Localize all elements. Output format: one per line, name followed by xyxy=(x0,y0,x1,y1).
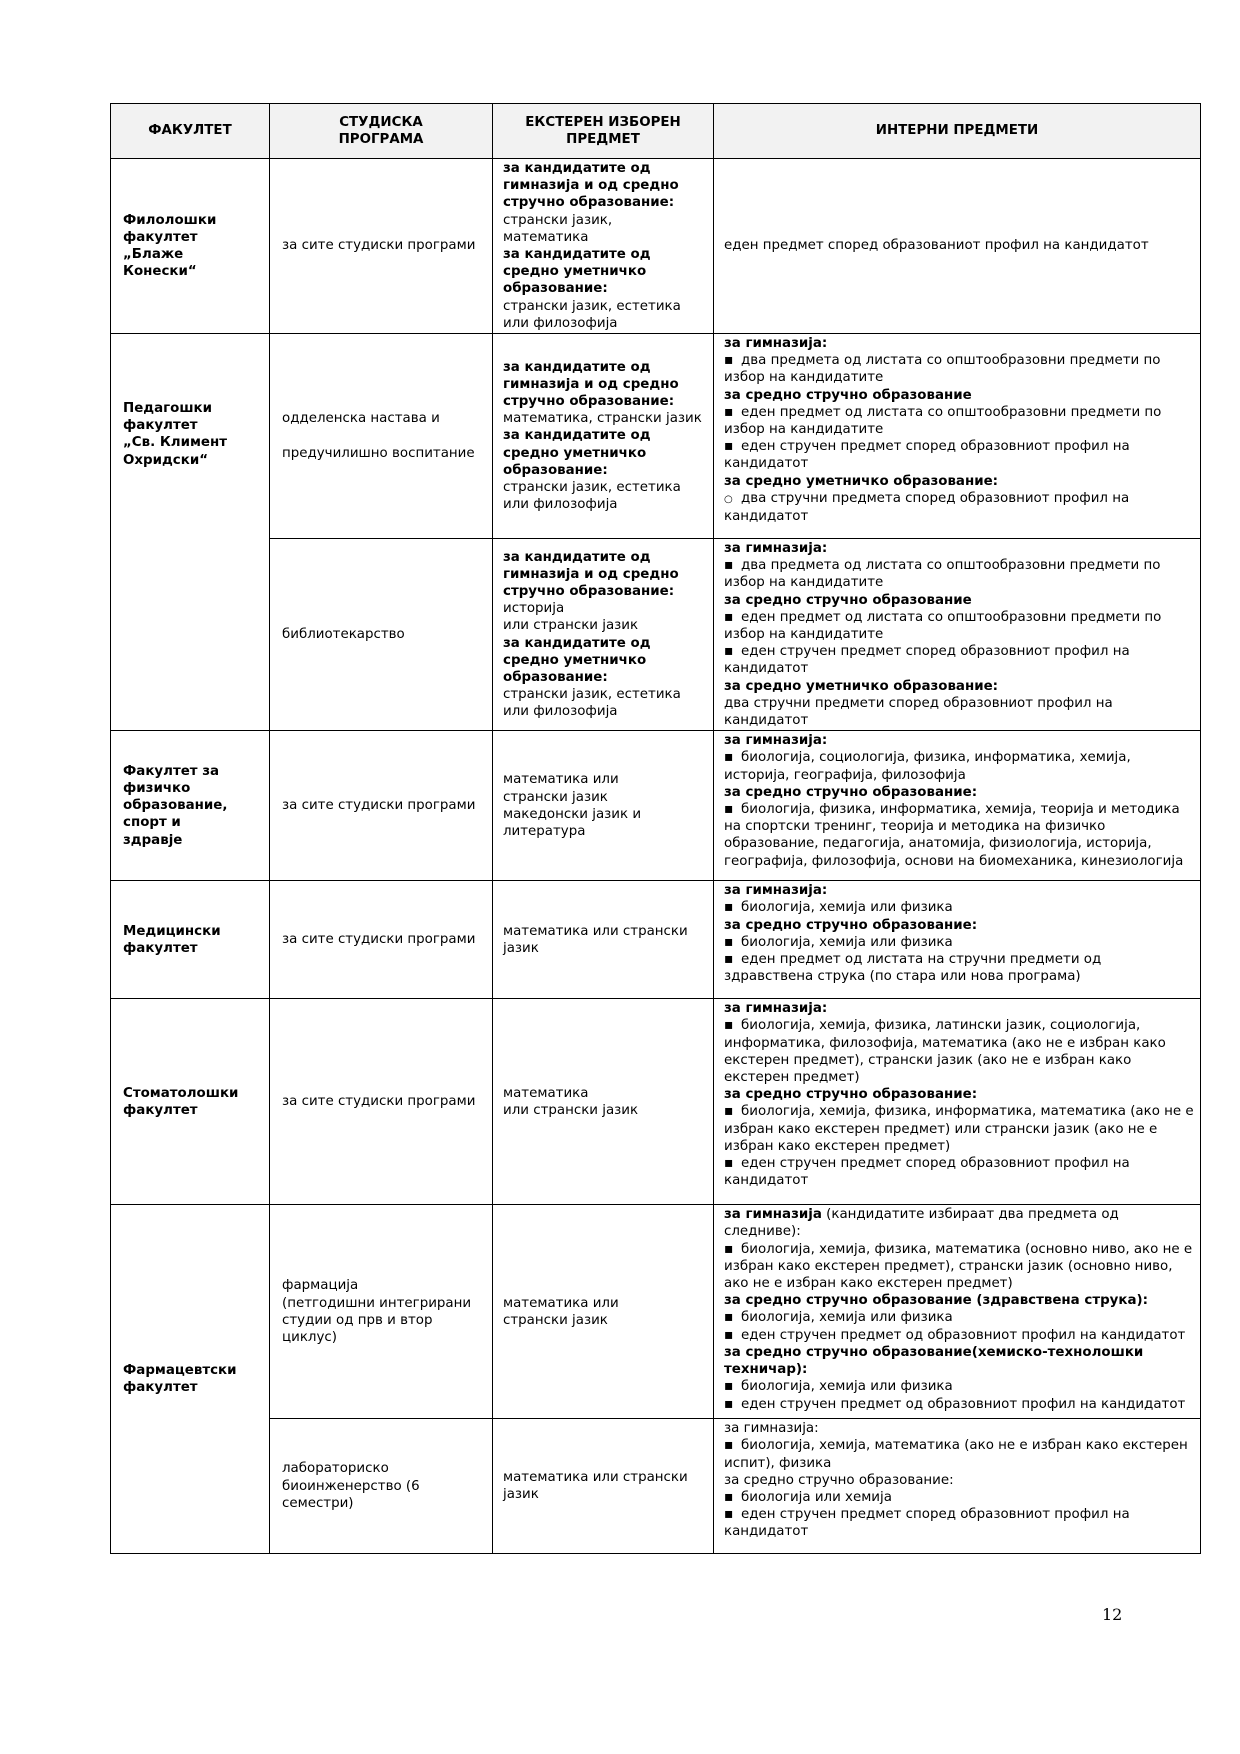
table-row xyxy=(111,731,1201,881)
list-item: ▪ биологија, хемија или физика xyxy=(724,1378,1194,1395)
list-item: математика или xyxy=(503,1295,619,1311)
list-item: математика xyxy=(503,1085,589,1101)
list-item: еден предмет според образованиот профил на кандидатот xyxy=(724,238,1149,254)
faculty-cell: Факултет за физичко образование, спорт и здравје xyxy=(111,731,270,881)
internal-subjects-cell xyxy=(714,1205,1201,1419)
list-item: за гимназија: xyxy=(724,1421,819,1437)
list-item: ▪ биологија, хемија, математика (ако не е избран како екстерен испит), физика xyxy=(724,1437,1194,1471)
page-number: 12 xyxy=(1102,1605,1123,1624)
list-item: математика или странски јазик xyxy=(503,1470,688,1503)
header-faculty: ФАКУЛТЕТ xyxy=(111,104,270,159)
list-item: за кандидатите од средно уметничко образование: xyxy=(503,428,651,478)
list-item: ▪ два предмета од листата со општообразовни предмети по избор на кандидатите xyxy=(724,352,1194,386)
internal-subjects-cell xyxy=(714,999,1201,1205)
list-item: за средно стручно образование: xyxy=(724,1472,954,1488)
program-cell: одделенска настава и предучилишно воспитание xyxy=(270,334,493,539)
section-heading: за средно стручно образование: xyxy=(724,784,978,800)
list-item: за кандидатите од средно уметничко образование: xyxy=(503,247,651,297)
external-subject-cell xyxy=(493,539,714,731)
list-item: ▪ два предмета од листата со општообразовни предмети по избор на кандидатите xyxy=(724,557,1194,591)
section-heading: за гимназија: xyxy=(724,541,828,557)
internal-subjects-cell xyxy=(714,1419,1201,1554)
list-item: ▪ биологија, социологија, физика, информатика, хемија, историја, географија, филозофија xyxy=(724,749,1194,783)
external-subject-cell xyxy=(493,159,714,334)
list-item: за кандидатите од гимназија и од средно стручно образование: xyxy=(503,161,679,211)
list-item: или странски јазик xyxy=(503,618,639,634)
list-item: ▪ биологија, хемија, физика, информатика, математика (ако не е избран како екстерен предмет) или странски јазик (ако не е избран како екстерен предмет) xyxy=(724,1103,1194,1155)
list-item: ▪ еден стручен предмет според образовниот профил на кандидатот xyxy=(724,1155,1194,1189)
list-item: ▪ еден стручен предмет од образовниот профил на кандидатот xyxy=(724,1327,1194,1344)
list-item: за кандидатите од средно уметничко образование: xyxy=(503,635,651,686)
external-subject-cell xyxy=(493,1205,714,1419)
list-item: ▪ биологија, хемија, физика, латински јазик, социологија, информатика, филозофија, математика (ако не е избран како екстерен предмет), странски јазик (ако не е избран како екстерен предмет) xyxy=(724,1017,1194,1086)
list-item: странски јазик, естетика или филозофија xyxy=(503,687,681,720)
faculty-cell: Филолошки факултет „Блаже Конески“ xyxy=(111,159,270,334)
list-item: странски јазик, xyxy=(503,212,613,228)
list-item: странски јазик xyxy=(503,1312,608,1328)
list-item: математика, странски јазик xyxy=(503,411,702,427)
table-row xyxy=(111,159,1201,334)
list-item: ○ два стручни предмета според образовниот профил на кандидатот xyxy=(724,490,1194,525)
internal-intro: за гимназија (кандидатите избираат два предмета од следниве): xyxy=(724,1207,1119,1240)
list-item: ▪ биологија или хемија xyxy=(724,1489,1194,1506)
table-row xyxy=(111,1205,1201,1419)
program-cell: библиотекарство xyxy=(270,539,493,731)
section-heading: за средно стручно образование: xyxy=(724,1087,978,1103)
section-heading: за средно стручно образование xyxy=(724,592,972,608)
list-item: математика или xyxy=(503,772,619,788)
external-subject-cell xyxy=(493,1419,714,1554)
section-heading: за средно уметничко образование: xyxy=(724,473,999,489)
program-cell: за сите студиски програми xyxy=(270,159,493,334)
header-row xyxy=(111,104,1201,159)
list-item: за кандидатите од гимназија и од средно стручно образование: xyxy=(503,549,679,600)
program-cell: за сите студиски програми xyxy=(270,881,493,999)
program-cell: лабораториско биоинженерство (6 семестри) xyxy=(270,1419,493,1554)
list-item: математика или странски јазик xyxy=(503,923,688,956)
list-item: ▪ еден стручен предмет од образовниот профил на кандидатот xyxy=(724,1396,1194,1413)
list-item: ▪ биологија, хемија или физика xyxy=(724,934,1194,951)
faculty-cell: Медицински факултет xyxy=(111,881,270,999)
list-item: ▪ биологија, хемија или физика xyxy=(724,899,1194,916)
header-program: СТУДИСКА ПРОГРАМА xyxy=(270,104,493,159)
program-cell: фармација (петгодишни интегрирани студии од прв и втор циклус) xyxy=(270,1205,493,1419)
external-subject-cell xyxy=(493,731,714,881)
external-subject-cell xyxy=(493,999,714,1205)
list-item: ▪ биологија, хемија, физика, математика (основно ниво, ако не е избран како екстерен предмет), странски јазик (основно ниво, ако не е избран како екстерен предмет) xyxy=(724,1241,1194,1293)
list-item: ▪ еден стручен предмет според образовниот профил на кандидатот xyxy=(724,1506,1194,1540)
table-row xyxy=(111,1419,1201,1554)
list-item: странски јазик xyxy=(503,789,608,805)
header-external-subject: ЕКСТЕРЕН ИЗБОРЕН ПРЕДМЕТ xyxy=(493,104,714,159)
section-heading: за средно стручно образование(хемиско-технолошки техничар): xyxy=(724,1344,1144,1378)
faculty-cell: Педагошки факултет „Св. Климент Охридски“ xyxy=(111,334,270,731)
internal-subjects-cell xyxy=(714,159,1201,334)
internal-subjects-cell xyxy=(714,334,1201,539)
faculty-cell: Стоматолошки факултет xyxy=(111,999,270,1205)
program-cell: за сите студиски програми xyxy=(270,999,493,1205)
list-item: ▪ биологија, хемија или физика xyxy=(724,1309,1194,1326)
list-item: или странски јазик xyxy=(503,1102,639,1118)
list-item: историја xyxy=(503,601,565,617)
section-heading: за гимназија: xyxy=(724,336,828,352)
section-heading: за средно стручно образование (здравствена струка): xyxy=(724,1293,1148,1309)
list-item: странски јазик, естетика или филозофија xyxy=(503,480,681,513)
list-item: ▪ еден стручен предмет според образовниот профил на кандидатот xyxy=(724,643,1194,677)
admission-table xyxy=(110,103,1201,1554)
table-row xyxy=(111,334,1201,539)
internal-subjects-cell xyxy=(714,731,1201,881)
list-item: ▪ еден стручен предмет според образовниот профил на кандидатот xyxy=(724,438,1194,472)
section-heading: за средно стручно образование xyxy=(724,387,972,403)
list-item: ▪ еден предмет од листата на стручни предмети од здравствена струка (по стара или нова програма) xyxy=(724,951,1194,985)
section-heading: за гимназија: xyxy=(724,733,828,749)
section-heading: за гимназија: xyxy=(724,1001,828,1017)
list-item: ▪ еден предмет од листата со општообразовни предмети по избор на кандидатите xyxy=(724,609,1194,643)
section-heading: за средно уметничко образование: xyxy=(724,678,999,694)
table-row xyxy=(111,539,1201,731)
header-internal-subjects: ИНТЕРНИ ПРЕДМЕТИ xyxy=(714,104,1201,159)
faculty-cell: Фармацевтски факултет xyxy=(111,1205,270,1554)
internal-subjects-cell xyxy=(714,539,1201,731)
list-item: ▪ еден предмет од листата со општообразовни предмети по избор на кандидатите xyxy=(724,404,1194,438)
list-item: математика xyxy=(503,229,589,245)
internal-subjects-cell xyxy=(714,881,1201,999)
external-subject-cell xyxy=(493,881,714,999)
list-item: ▪ биологија, физика, информатика, хемија, теорија и методика на спортски тренинг, теорија и методика на физичко образование, педагогија, анатомија, физиологија, историја, географија, филозофија, основи на биомеханика, кинезиологија xyxy=(724,801,1194,870)
list-item: странски јазик, естетика или филозофија xyxy=(503,298,681,331)
table-row xyxy=(111,999,1201,1205)
list-item: за кандидатите од гимназија и од средно стручно образование: xyxy=(503,359,679,410)
section-heading: за средно стручно образование: xyxy=(724,917,978,933)
table-row xyxy=(111,881,1201,999)
list-item: македонски јазик и литература xyxy=(503,806,642,839)
list-item: два стручни предмети според образовниот профил на кандидатот xyxy=(724,695,1113,729)
external-subject-cell xyxy=(493,334,714,539)
program-cell: за сите студиски програми xyxy=(270,731,493,881)
section-heading: за гимназија: xyxy=(724,883,828,899)
